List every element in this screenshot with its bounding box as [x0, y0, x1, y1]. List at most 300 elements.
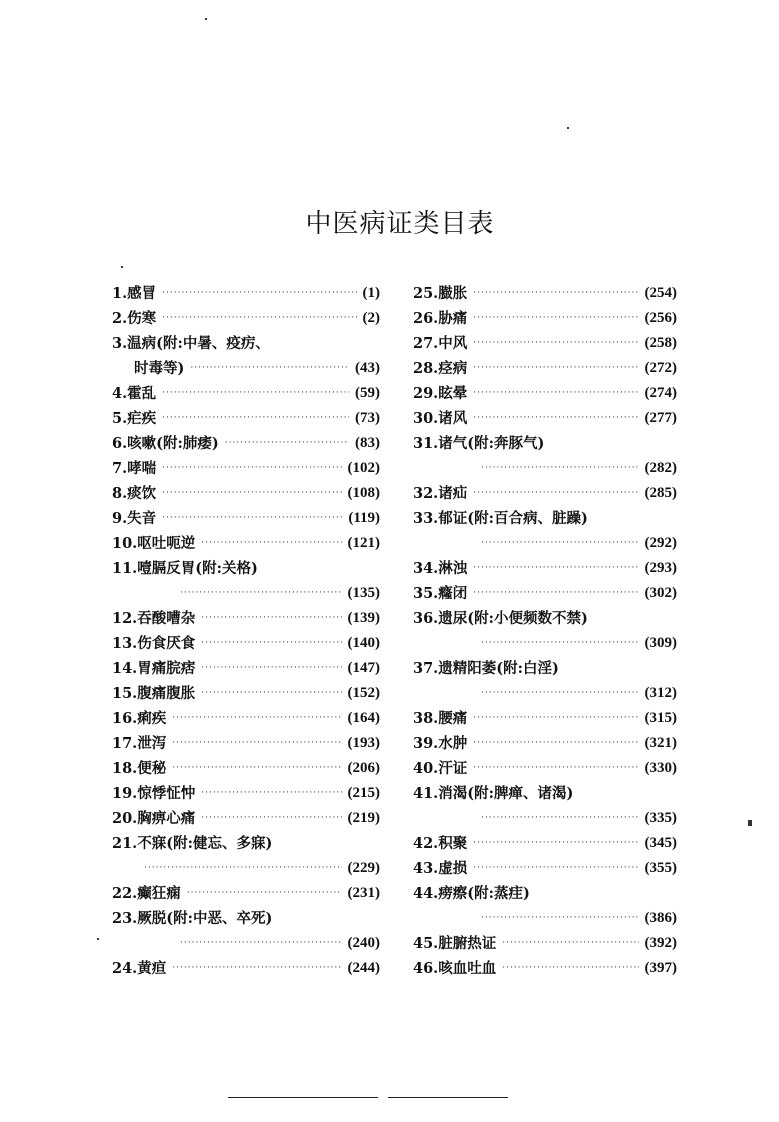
dot-leader [473, 831, 638, 856]
dot-leader [201, 531, 341, 556]
toc-entry-number: 15. [112, 685, 138, 702]
toc-entry-title: 惊悸怔忡 [137, 785, 196, 802]
toc-page-number: (282) [644, 460, 677, 476]
toc-page-number: (256) [644, 310, 677, 326]
toc-entry[interactable] [112, 631, 380, 656]
toc-page-number: (258) [644, 335, 677, 351]
toc-entry-title: 腹痛腹胀 [137, 685, 196, 702]
toc-entry-label [413, 406, 467, 431]
toc-page-number: (345) [644, 835, 677, 851]
toc-line [413, 506, 677, 531]
toc-entry[interactable] [112, 531, 380, 556]
toc-entry-label [112, 806, 195, 831]
toc-entry-title: 咳嗽(附:肺痿) [127, 435, 219, 452]
toc-line [112, 331, 380, 356]
toc-page-number: (272) [644, 360, 677, 376]
dot-leader [473, 356, 638, 381]
toc-entry-number: 20. [112, 810, 138, 827]
toc-entry-label [112, 656, 195, 681]
toc-entry[interactable] [112, 381, 380, 406]
toc-line [413, 306, 677, 331]
toc-line [112, 431, 380, 456]
toc-entry-number: 29. [413, 385, 439, 402]
toc-entry-title: 癃闭 [438, 585, 468, 602]
dot-leader [144, 856, 342, 881]
dot-leader [481, 631, 639, 656]
toc-entry-label [112, 431, 219, 456]
toc-entry-label [112, 531, 195, 556]
toc-entry-number: 24. [112, 960, 138, 977]
toc-line [413, 781, 677, 806]
toc-entry-label [112, 956, 166, 981]
toc-entry-label [413, 606, 588, 631]
toc-entry-title: 黄疸 [137, 960, 167, 977]
toc-entry[interactable] [112, 806, 380, 831]
toc-entry-title: 咳血吐血 [438, 960, 497, 977]
toc-entry[interactable] [112, 406, 380, 431]
dot-leader [172, 956, 341, 981]
toc-entry-number: 14. [112, 660, 138, 677]
toc-entry-title: 腰痛 [438, 710, 468, 727]
dot-leader [201, 806, 341, 831]
dot-leader [502, 931, 638, 956]
toc-line [112, 881, 380, 906]
toc-entry-label [413, 706, 467, 731]
toc-entry-number: 2. [112, 310, 128, 327]
toc-page-number: (254) [644, 285, 677, 301]
toc-page-number: (152) [347, 685, 380, 701]
toc-page-number: (397) [644, 960, 677, 976]
toc-entry-number: 21. [112, 835, 138, 852]
toc-page-number: (330) [644, 760, 677, 776]
toc-entry-label [112, 506, 156, 531]
toc-entry-label [112, 381, 156, 406]
toc-entry-title: 便秘 [137, 760, 167, 777]
toc-line [112, 906, 380, 931]
toc-entry-title: 失音 [127, 510, 157, 527]
toc-entry-title: 脏腑热证 [438, 935, 497, 952]
dot-leader [172, 731, 341, 756]
toc-page-number: (321) [644, 735, 677, 751]
dot-leader [473, 481, 638, 506]
toc-line [112, 506, 380, 531]
toc-line [413, 756, 677, 781]
toc-page-number: (315) [644, 710, 677, 726]
dot-leader [225, 431, 349, 456]
toc-line [112, 756, 380, 781]
toc-entry-number: 33. [413, 510, 439, 527]
toc-line [112, 381, 380, 406]
toc-entry[interactable] [413, 556, 677, 581]
toc-entry-label [112, 456, 156, 481]
toc-entry[interactable] [112, 956, 380, 981]
toc-entry-number: 34. [413, 560, 439, 577]
toc-page-number: (386) [644, 910, 677, 926]
toc-line-continued [413, 806, 677, 831]
toc-entry[interactable] [413, 781, 677, 831]
toc-entry-label [112, 606, 195, 631]
toc-entry-label [413, 956, 496, 981]
toc-line [112, 306, 380, 331]
toc-entry[interactable] [413, 581, 677, 606]
toc-line [112, 606, 380, 631]
toc-entry-number: 28. [413, 360, 439, 377]
toc-line [112, 406, 380, 431]
toc-entry-title: 水肿 [438, 735, 468, 752]
bottom-rule [388, 1097, 508, 1098]
toc-entry-number: 44. [413, 885, 439, 902]
toc-entry-number: 5. [112, 410, 128, 427]
dot-leader [180, 581, 342, 606]
toc-entry-number: 30. [413, 410, 439, 427]
toc-entry-title: 痨瘵(附:蒸疰) [438, 885, 530, 902]
toc-line-continued [413, 631, 677, 656]
toc-page-number: (274) [644, 385, 677, 401]
dot-leader [162, 506, 342, 531]
toc-entry-number: 46. [413, 960, 439, 977]
dot-leader [473, 381, 638, 406]
toc-column-left [112, 281, 380, 981]
toc-entry-title: 臌胀 [438, 285, 468, 302]
toc-entry-title: 胸痹心痛 [137, 810, 196, 827]
toc-page-number: (231) [347, 885, 380, 901]
toc-entry[interactable] [413, 381, 677, 406]
toc-entry-title: 诸疝 [438, 485, 468, 502]
toc-entry-title: 淋浊 [438, 560, 468, 577]
toc-line [413, 381, 677, 406]
dot-leader [473, 281, 638, 306]
toc-line-continued [112, 581, 380, 606]
toc-entry[interactable] [413, 406, 677, 431]
toc-entry-title: 胃痛脘痞 [137, 660, 196, 677]
toc-entry-label [413, 831, 467, 856]
toc-entry-number: 1. [112, 285, 128, 302]
toc-page-number: (206) [347, 760, 380, 776]
toc-entry-title: 呕吐呃逆 [137, 535, 196, 552]
toc-entry-label [413, 481, 467, 506]
dot-leader [162, 456, 341, 481]
toc-line [413, 406, 677, 431]
toc-line [112, 656, 380, 681]
dot-leader [162, 381, 349, 406]
dot-leader [180, 931, 342, 956]
toc-line-continued [413, 531, 677, 556]
toc-line-continued [112, 931, 380, 956]
toc-entry[interactable] [112, 331, 380, 381]
toc-page-number: (140) [347, 635, 380, 651]
toc-entry-number: 23. [112, 910, 138, 927]
toc-page-number: (2) [362, 310, 380, 326]
toc-page-number: (139) [347, 610, 380, 626]
toc-entry-title: 中风 [438, 335, 468, 352]
toc-entry-number: 25. [413, 285, 439, 302]
toc-entry-label [112, 906, 272, 931]
toc-entry-title: 积聚 [438, 835, 468, 852]
toc-page-number: (335) [644, 810, 677, 826]
toc-entry[interactable] [112, 781, 380, 806]
toc-line-continued [112, 356, 380, 381]
toc-entry-label [413, 731, 467, 756]
toc-entry-label [413, 581, 467, 606]
toc-entry-title: 诸气(附:奔豚气) [438, 435, 545, 452]
toc-page-number: (59) [355, 385, 380, 401]
dot-leader [473, 731, 638, 756]
toc-entry-title: 噎膈反胃(附:关格) [137, 560, 258, 577]
toc-entry-label [413, 306, 467, 331]
toc-entry-label [413, 756, 467, 781]
toc-entry-label [112, 481, 156, 506]
toc-entry-title: 胁痛 [438, 310, 468, 327]
toc-entry-number: 7. [112, 460, 128, 477]
toc-entry-label [413, 506, 588, 531]
toc-entry-number: 39. [413, 735, 439, 752]
dot-leader [187, 881, 342, 906]
toc-page-number: (302) [644, 585, 677, 601]
dot-leader [201, 631, 341, 656]
toc-entry-label [413, 431, 544, 456]
toc-entry[interactable] [413, 306, 677, 331]
scan-speck [205, 18, 207, 20]
dot-leader [481, 906, 639, 931]
toc-page-number: (73) [355, 410, 380, 426]
toc-entry-number: 3. [112, 335, 128, 352]
dot-leader [162, 406, 349, 431]
toc-entry[interactable] [413, 506, 677, 556]
toc-page-number: (312) [644, 685, 677, 701]
toc-entry-title: 温病(附:中暑、疫疠、 [127, 335, 270, 352]
toc-entry-label [413, 356, 467, 381]
toc-line-continued [112, 856, 380, 881]
toc-entry[interactable] [112, 556, 380, 606]
toc-entry-title: 疟疾 [127, 410, 157, 427]
toc-entry[interactable] [413, 831, 677, 856]
toc-entry-label [112, 881, 181, 906]
toc-line [413, 556, 677, 581]
toc-entry-number: 6. [112, 435, 128, 452]
toc-page-number: (229) [347, 860, 380, 876]
toc-page-number: (147) [347, 660, 380, 676]
scan-speck [121, 266, 123, 268]
toc-entry[interactable] [112, 881, 380, 906]
toc-entry-title: 泄泻 [137, 735, 167, 752]
toc-line [112, 831, 380, 856]
dot-leader [201, 681, 341, 706]
toc-entry-title: 诸风 [438, 410, 468, 427]
toc-entry-title: 郁证(附:百合病、脏躁) [438, 510, 588, 527]
toc-line [112, 456, 380, 481]
toc-page-number: (355) [644, 860, 677, 876]
toc-entry-label [112, 331, 270, 356]
toc-line [112, 531, 380, 556]
toc-entry[interactable] [112, 656, 380, 681]
toc-entry[interactable] [112, 731, 380, 756]
page-title: 中医病证类目表 [305, 209, 495, 239]
toc-entry[interactable] [413, 431, 677, 481]
toc-entry-number: 4. [112, 385, 128, 402]
toc-column-right [413, 281, 677, 981]
toc-entry[interactable] [112, 306, 380, 331]
toc-entry-label [112, 306, 156, 331]
toc-page-number: (135) [347, 585, 380, 601]
scan-speck [97, 938, 99, 940]
toc-page-number: (240) [347, 935, 380, 951]
toc-entry[interactable] [413, 956, 677, 981]
toc-page-number: (292) [644, 535, 677, 551]
toc-entry-number: 10. [112, 535, 138, 552]
toc-entry[interactable] [112, 281, 380, 306]
toc-entry[interactable] [112, 831, 380, 881]
toc-entry-label [112, 781, 195, 806]
toc-entry[interactable] [413, 606, 677, 656]
toc-entry-label [112, 731, 166, 756]
dot-leader [201, 606, 341, 631]
toc-entry[interactable] [413, 331, 677, 356]
toc-entry-number: 18. [112, 760, 138, 777]
dot-leader [162, 306, 356, 331]
dot-leader [473, 556, 638, 581]
toc-entry[interactable] [413, 356, 677, 381]
scan-speck [748, 820, 752, 826]
toc-entry[interactable] [112, 506, 380, 531]
toc-entry[interactable] [112, 456, 380, 481]
toc-line-continued [413, 456, 677, 481]
toc-entry-title: 伤食厌食 [137, 635, 196, 652]
toc-entry[interactable] [112, 681, 380, 706]
toc-page-number: (102) [347, 460, 380, 476]
dot-leader [502, 956, 638, 981]
toc-page-number: (108) [347, 485, 380, 501]
toc-entry[interactable] [112, 706, 380, 731]
toc-line-continued [413, 906, 677, 931]
toc-entry-number: 17. [112, 735, 138, 752]
dot-leader [172, 756, 341, 781]
toc-entry-label [413, 381, 467, 406]
toc-entry-label [413, 781, 573, 806]
toc-entry-number: 43. [413, 860, 439, 877]
toc-line [112, 731, 380, 756]
dot-leader [473, 331, 638, 356]
toc-entry[interactable] [112, 906, 380, 956]
dot-leader [473, 856, 638, 881]
toc-line [413, 431, 677, 456]
toc-entry-title-continued: 时毒等) [134, 360, 185, 377]
toc-entry-label [112, 681, 195, 706]
dot-leader [190, 356, 349, 381]
toc-line [413, 331, 677, 356]
toc-entry-title: 消渴(附:脾瘅、诸渴) [438, 785, 574, 802]
toc-entry-label [112, 756, 166, 781]
toc-entry-label [413, 656, 559, 681]
toc-entry-label [413, 331, 467, 356]
toc-page-number: (193) [347, 735, 380, 751]
toc-line [112, 806, 380, 831]
toc-entry-label [413, 281, 467, 306]
toc-entry-number: 32. [413, 485, 439, 502]
dot-leader [162, 281, 356, 306]
toc-entry-number: 9. [112, 510, 128, 527]
toc-entry-title: 不寐(附:健忘、多寐) [137, 835, 273, 852]
toc-entry-title: 哮喘 [127, 460, 157, 477]
scan-speck [567, 127, 569, 129]
toc-line [112, 481, 380, 506]
dot-leader [473, 306, 638, 331]
toc-entry[interactable] [112, 481, 380, 506]
toc-entry[interactable] [413, 706, 677, 731]
toc-page-number: (392) [644, 935, 677, 951]
toc-entry[interactable] [112, 606, 380, 631]
toc-entry-number: 16. [112, 710, 138, 727]
dot-leader [481, 681, 639, 706]
toc-line [413, 606, 677, 631]
toc-entry-number: 22. [112, 885, 138, 902]
dot-leader [201, 656, 341, 681]
toc-entry-title: 霍乱 [127, 385, 157, 402]
toc-line [413, 656, 677, 681]
toc-entry-number: 11. [112, 560, 138, 577]
toc-line [413, 706, 677, 731]
toc-entry-label [112, 281, 156, 306]
toc-line [112, 556, 380, 581]
toc-entry-title: 遗精阳萎(附:白淫) [438, 660, 559, 677]
toc-entry[interactable] [413, 756, 677, 781]
toc-entry-number: 31. [413, 435, 439, 452]
toc-entry-label [112, 406, 156, 431]
toc-entry[interactable] [413, 931, 677, 956]
toc-entry[interactable] [112, 756, 380, 781]
dot-leader [201, 781, 341, 806]
toc-line [413, 731, 677, 756]
toc-entry-title: 痢疾 [137, 710, 167, 727]
toc-entry-number: 12. [112, 610, 138, 627]
toc-entry-title: 厥脱(附:中恶、卒死) [137, 910, 273, 927]
toc-entry-number: 13. [112, 635, 138, 652]
toc-entry[interactable] [413, 481, 677, 506]
toc-entry[interactable] [112, 431, 380, 456]
toc-entry-label [112, 556, 258, 581]
toc-entry[interactable] [413, 881, 677, 931]
dot-leader [162, 481, 341, 506]
toc-entry[interactable] [413, 731, 677, 756]
toc-line [413, 956, 677, 981]
dot-leader [473, 756, 638, 781]
toc-line [413, 856, 677, 881]
toc-entry[interactable] [413, 656, 677, 706]
dot-leader [473, 581, 638, 606]
toc-line [112, 681, 380, 706]
toc-entry-number: 26. [413, 310, 439, 327]
toc-entry-label [413, 881, 530, 906]
toc-entry-number: 8. [112, 485, 128, 502]
toc-entry[interactable] [413, 281, 677, 306]
toc-line [112, 281, 380, 306]
toc-entry-title: 痰饮 [127, 485, 157, 502]
toc-entry[interactable] [413, 856, 677, 881]
toc-page-number: (1) [362, 285, 380, 301]
bottom-rule [228, 1097, 378, 1098]
toc-line [413, 581, 677, 606]
toc-page-number: (83) [355, 435, 380, 451]
toc-page-number: (219) [347, 810, 380, 826]
dot-leader [473, 406, 638, 431]
toc-entry-title: 吞酸嘈杂 [137, 610, 196, 627]
toc-line [112, 631, 380, 656]
toc-entry-title: 伤寒 [127, 310, 157, 327]
toc-line [413, 831, 677, 856]
toc-page-number: (244) [347, 960, 380, 976]
toc-entry-number: 42. [413, 835, 439, 852]
toc-entry-number: 35. [413, 585, 439, 602]
toc-entry-number: 41. [413, 785, 439, 802]
